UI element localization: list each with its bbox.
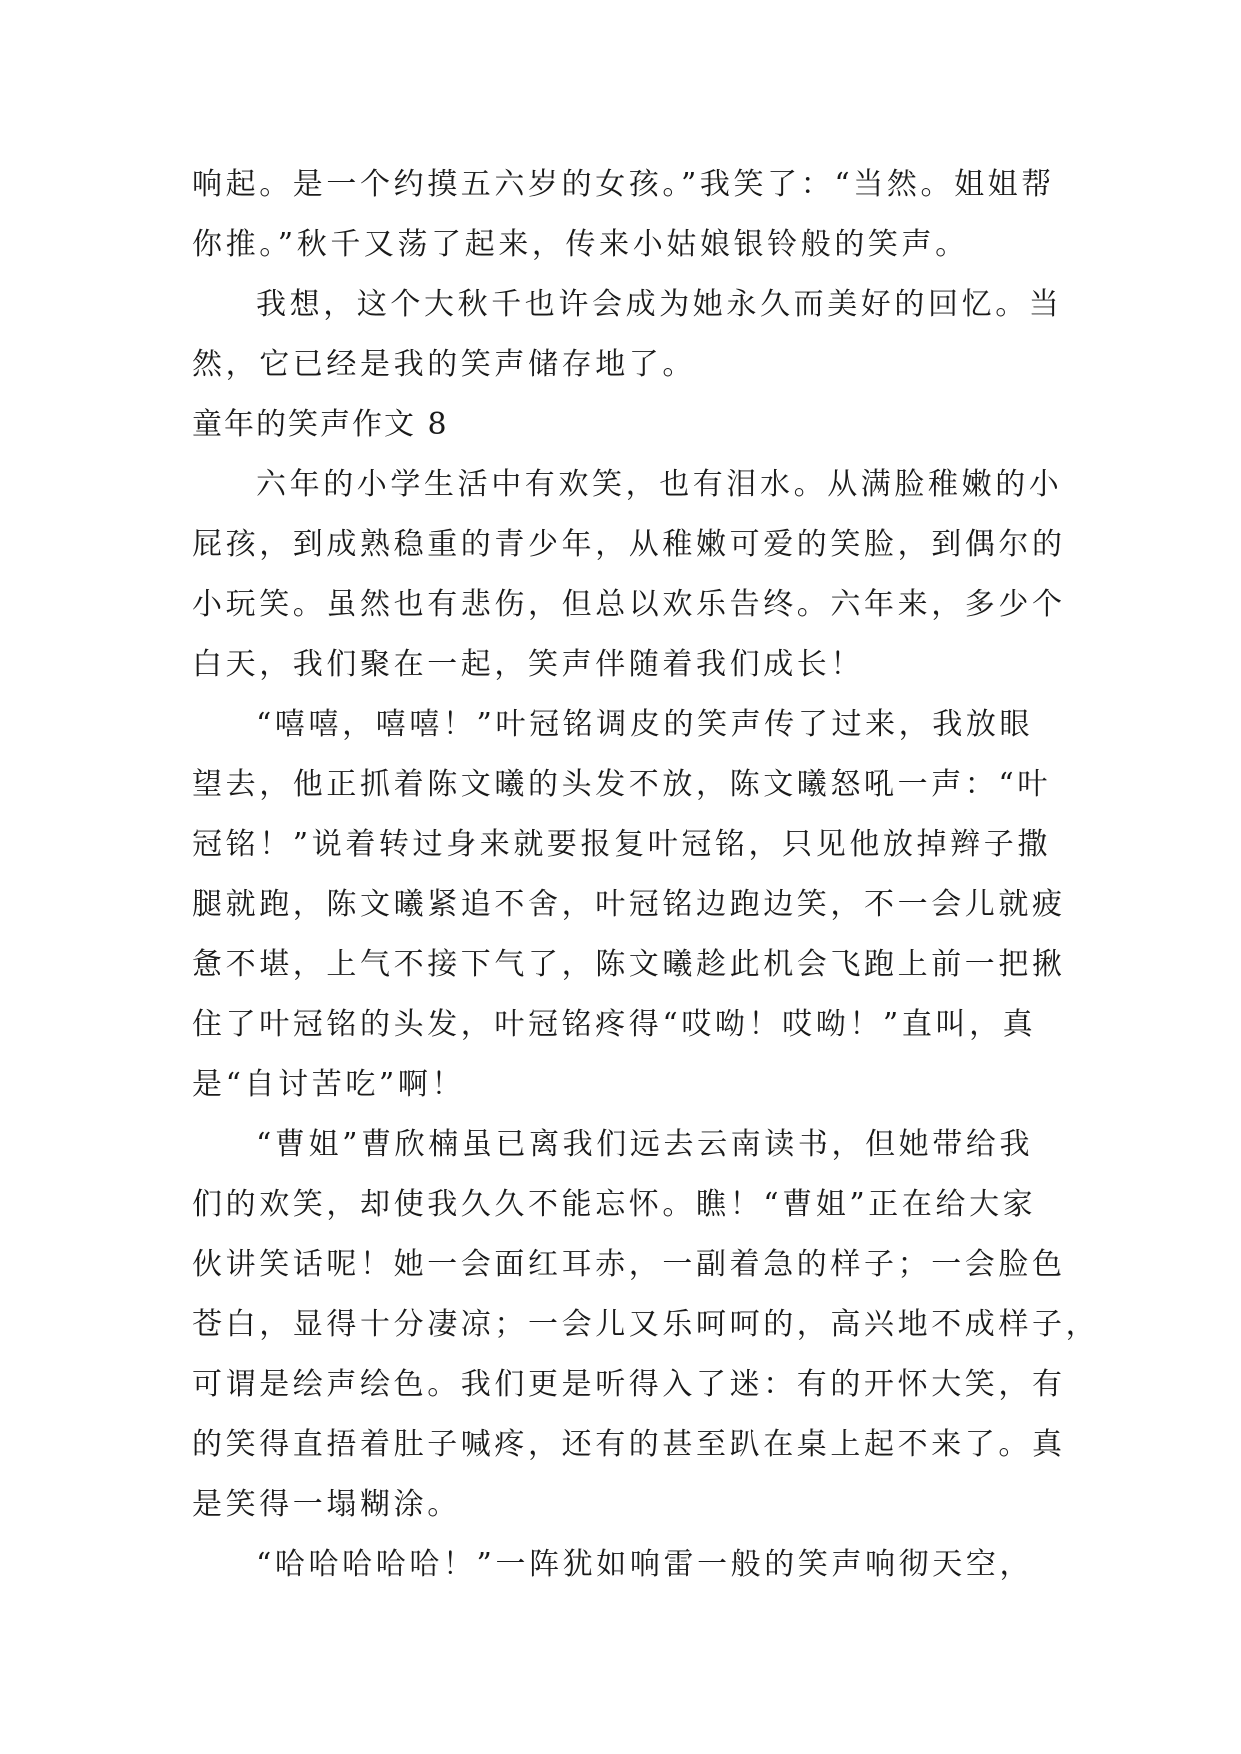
paragraph-line: 响起。是一个约摸五六岁的女孩。”我笑了：“当然。姐姐帮 (192, 167, 1055, 202)
paragraph-line: 白天，我们聚在一起，笑声伴随着我们成长！ (192, 647, 864, 682)
paragraph-line: 我想，这个大秋千也许会成为她永久而美好的回忆。当 (256, 287, 1063, 322)
paragraph-line: 的笑得直捂着肚子喊疼，还有的甚至趴在桌上起不来了。真 (192, 1427, 1066, 1462)
paragraph-line: “哈哈哈哈哈！”一阵犹如响雷一般的笑声响彻天空， (256, 1547, 1034, 1582)
document-page (192, 155, 1100, 1595)
paragraph-line: 你推。”秋千又荡了起来，传来小姑娘银铃般的笑声。 (192, 227, 969, 262)
paragraph-line: “曹姐”曹欣楠虽已离我们远去云南读书，但她带给我 (256, 1127, 1034, 1162)
paragraph-line: 可谓是绘声绘色。我们更是听得入了迷：有的开怀大笑，有 (192, 1367, 1066, 1402)
paragraph-line: 苍白，显得十分凄凉；一会儿又乐呵呵的，高兴地不成样子， (192, 1307, 1100, 1342)
paragraph-line: 是笑得一塌糊涂。 (192, 1487, 461, 1522)
paragraph-line: 望去，他正抓着陈文曦的头发不放，陈文曦怒吼一声：“叶 (192, 767, 1051, 802)
paragraph-line: 小玩笑。虽然也有悲伤，但总以欢乐告终。六年来，多少个 (192, 587, 1066, 622)
paragraph-line: 是“自讨苦吃”啊！ (192, 1067, 466, 1102)
paragraph-line: 冠铭！”说着转过身来就要报复叶冠铭，只见他放掉辫子撒 (192, 827, 1051, 862)
paragraph-line: 住了叶冠铭的头发，叶冠铭疼得“哎呦！哎呦！”直叫，真 (192, 1007, 1037, 1042)
paragraph-line: 屁孩，到成熟稳重的青少年，从稚嫩可爱的笑脸，到偶尔的 (192, 527, 1066, 562)
paragraph-line: 然，它已经是我的笑声储存地了。 (192, 347, 696, 382)
paragraph-line: 们的欢笑，却使我久久不能忘怀。瞧！“曹姐”正在给大家 (192, 1187, 1037, 1222)
paragraph-line: 六年的小学生活中有欢笑，也有泪水。从满脸稚嫩的小 (256, 467, 1063, 502)
paragraph-line: “嘻嘻，嘻嘻！”叶冠铭调皮的笑声传了过来，我放眼 (256, 707, 1034, 742)
section-title: 童年的笑声作文 8 (192, 407, 449, 442)
paragraph-line: 伙讲笑话呢！她一会面红耳赤，一副着急的样子；一会脸色 (192, 1247, 1066, 1282)
paragraph-line: 腿就跑，陈文曦紧追不舍，叶冠铭边跑边笑，不一会儿就疲 (192, 887, 1066, 922)
paragraph-line: 惫不堪，上气不接下气了，陈文曦趁此机会飞跑上前一把揪 (192, 947, 1066, 982)
